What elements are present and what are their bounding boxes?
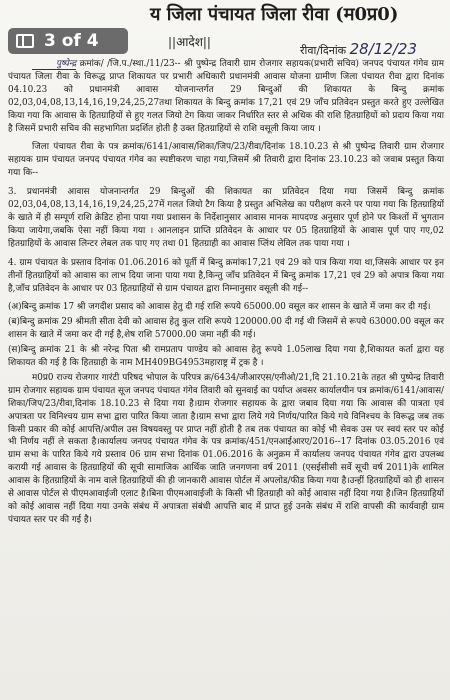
letterhead-title: य जिला पंचायत जिला रीवा (म0प्र0) (150, 4, 399, 25)
page-indicator[interactable] (8, 28, 128, 54)
paragraph-5: म0प्र0 राज्य रोजगार गारंटी परिषद भोपाल के परिपत्र क्र/6434/जीआरएस/एनीओ/21,दि 21.10.21के तहत श्री पुष्पेन्द्र तिवारी ग्राम रोजगार सहायक ग्राम पंचायत सूज जनपद पंचायत गंगेव तिवारी को सुनवाई का पर्याप्त अवसर कार्यालयीन पत्र क्रमांक/6141/आवास/शिका/जिप/23/रीवा,दिनांक 18.10.23 से दिया गया है।ग्राम रोजगार सहायक के द्वारा जबाव दिया गया कि आवास की पात्रता एवं अपात्रता पर विनिश्चय ग्राम सभा द्वारा पारित किया जाता है।ग्राम सभा द्वारा लिये गये निर्णय/पारित किये गये विनिश्चय के विरूद्ध जब तक किसी प्रकार की कोई आपत्ति/अपील उस विषयवस्तु पर प्राप्त नहीं होती है तब तक पंचायत का कोई भी सेवक उस पर स्वयं स्तर पर कोई भी निर्णय नहीं ले सकता है।कार्यालय जनपद पंचायत गंगेव के पत्र क्रमांक/451/एनआईआरए/2016--17 दिनांक 03.05.2016 एवं ग्राम सभा के पारित किये गये प्रस्ताव 06 ग्राम सभा दिनांक 01.06.2016 के अनुक्रम में कार्यालय जनपद पंचायत गंगेव द्वारा उपलब्ध करायी गई आवास के हितग्राहियों की सूची सामाजिक आर्थिक जाति जनगणना वर्ष 2011 (एसईसीसी सर्वे सूची वर्ष 2011)के शामिल आवास के हितग्राहियों के नाम वाले हितग्राहियों की ही जानकारी आवास पोर्टल में अपलोड/फीड किया गया है।उन्हीं हितग्राहियों को ही शासन से आवास पोर्टल से पीएमआवाईजी एलाट है।बिना पीएमआवाईजी के किसी भी हितग्राही को कोई आवास नहीं दिया गया है।जिन हितग्राहियों को कोई आवास नहीं दिया गया उनके संबंध में अपात्रता संबंधी आपत्ति बाद में प्राप्त हुई उनके संबंध में राशि वापसी की कार्यवाही ग्राम पंचायत स्तर पर की गई है। (8, 372, 444, 525)
paragraph-1-text: क्रमांक/ /जि.प./स्था./11/23-- श्री पुष्पेन्द्र तिवारी ग्राम रोजगार सहायक(प्रभारी सचिव) जनपद पंचायत गंगेव ग्राम पंचायत जिला रीवा के विरूद्ध प्राप्त शिकायत पर प्रभारी अधिकारी प्रधानमंत्री आवास योजना ग्रामीण जिला पंचायत रीवा द्वारा दिनांक 04.10.23 को प्रधानमंत्री आवास योजनान्तर्गत 29 बिन्दुओं की शिकायत के बिन्दु क्रमांक 02,03,04,08,13,14,16,19,24,25,27तथा शिकायत के बिन्दु क्रमांक 17,21 एवं 29 जाँच प्रतिवेदन प्रस्तुत करते हुए उल्लेखित किया गया कि आवास के हितग्राहियों से हुए गलत जियो टेग किया जाकर निर्धारित स्तर से अधिक की राशि हितग्राहियों को प्रदाय किया गया है जिसमें प्रभारी सचिव की सहभागिता प्रदर्शित होती है उक्त हितग्राहियों से राशि वसूली किया जाय । (8, 59, 445, 134)
date-prefix: रीवा/दिनांक (300, 44, 347, 57)
point-4: 4. ग्राम पंचायत के प्रस्ताव दिनांक 01.06.2016 को पूर्ती में बिन्दु क्रमांक17,21 एवं 29 को पात्र किया गया था,जिसके आधार पर इन तीनों हितग्राहियों को आवास का लाभ दिया जाना पाया गया है,किन्तु जाँच प्रतिवेदन में बिन्दु क्रमांक 17,21 एवं 29 को अपात्र किया गया है,जाँच प्रतिवेदन के आधार पर 03 हितग्राहियों से ग्राम पंचायत द्वारा निम्नानुसार वसूली की गई-- (8, 257, 444, 294)
handwritten-date: 28/12/23 (349, 40, 417, 58)
paragraph-2: जिला पंचायत रीवा के पत्र क्रमांक/6141/आवास/शिका/जिप/23/रीवा/दिनांक 18.10.23 से श्री पुष्पेन्द्र तिवारी ग्राम रोजगार सहायक ग्राम पंचायत जनपद पंचायत गंगेव का स्पष्टीकरण चाहा गया,जिसमें श्री तिवारी द्वारा दिनांक 23.10.23 को जवाब प्रस्तुत किया गया कि-- (8, 142, 444, 179)
date-line (300, 40, 417, 58)
recovery-item-b: (ब)बिन्दु क्रमांक 29 श्रीमती सीता देवी को आवास हेतु कुल राशि रूपये 120000.00 दी गई थी जिसमें से रूपये 63000.00 वसूल कर शासन के खाते में जमा कर दी गई है,शेष राशि 57000.00 जमा नहीं की गई। (8, 317, 444, 341)
order-heading: ||आदेश|| (168, 35, 211, 49)
point-3: 3. प्रधानमंत्री आवास योजनान्तर्गत 29 बिन्दुओं की शिकायत का प्रतिवेदन दिया गया जिसमें बिन्दु क्रमांक 02,03,04,08,13,14,16,19,24,25,27में गलत जियो टैग किया है प्रस्तुत अभिलेख का परीक्षण करने पर पाया गया कि हितग्राहियों के खाते में ही सम्पूर्ण राशि क्रेडिट होना पाया गया प्रशासन के निर्देशानुसार आवास मानक मापदण्ड अनुसार पूर्ण होने पर किश्तों में भुगतान किया जायेगा,जबकि ऐसा नहीं किया गया । आनलाइन प्राप्ति प्रतिवेदन के आधार पर 05 हितग्राहियों के आवास पूर्ण पाए गए,02 हितग्राहियों के आवास लिन्टर लेबल तक पाए गए तथा 01 हितग्राही का आवास प्लिंथ लेविल तक पाया गया । (8, 187, 444, 249)
recovery-item-a: (अ)बिन्दु क्रमांक 17 श्री जगदीश प्रसाद को आवास हेतु दी गई राशि रूपये 65000.00 वसूल कर शासन के खाते में जमा कर दी गई। (8, 302, 431, 313)
recovery-item-c: (स)बिन्दु क्रमांक 21 के श्री नरेन्द्र पिता श्री रामप्रताप पाण्डेय को आवास हेतु रूपये 1.05लाख दिया गया है,शिकायत कर्ता द्वारा यह शिकायत की गई है कि हितग्राही के नाम MH409BG4953महाराष्ट्र में ट्रक है । (8, 345, 444, 369)
page-indicator-label: 3 of 4 (44, 31, 99, 51)
book-pages-icon (16, 34, 34, 48)
order-body (8, 58, 444, 533)
handwritten-initial: पुष्पेन्द्र (32, 60, 76, 70)
paragraph-1 (8, 58, 444, 135)
